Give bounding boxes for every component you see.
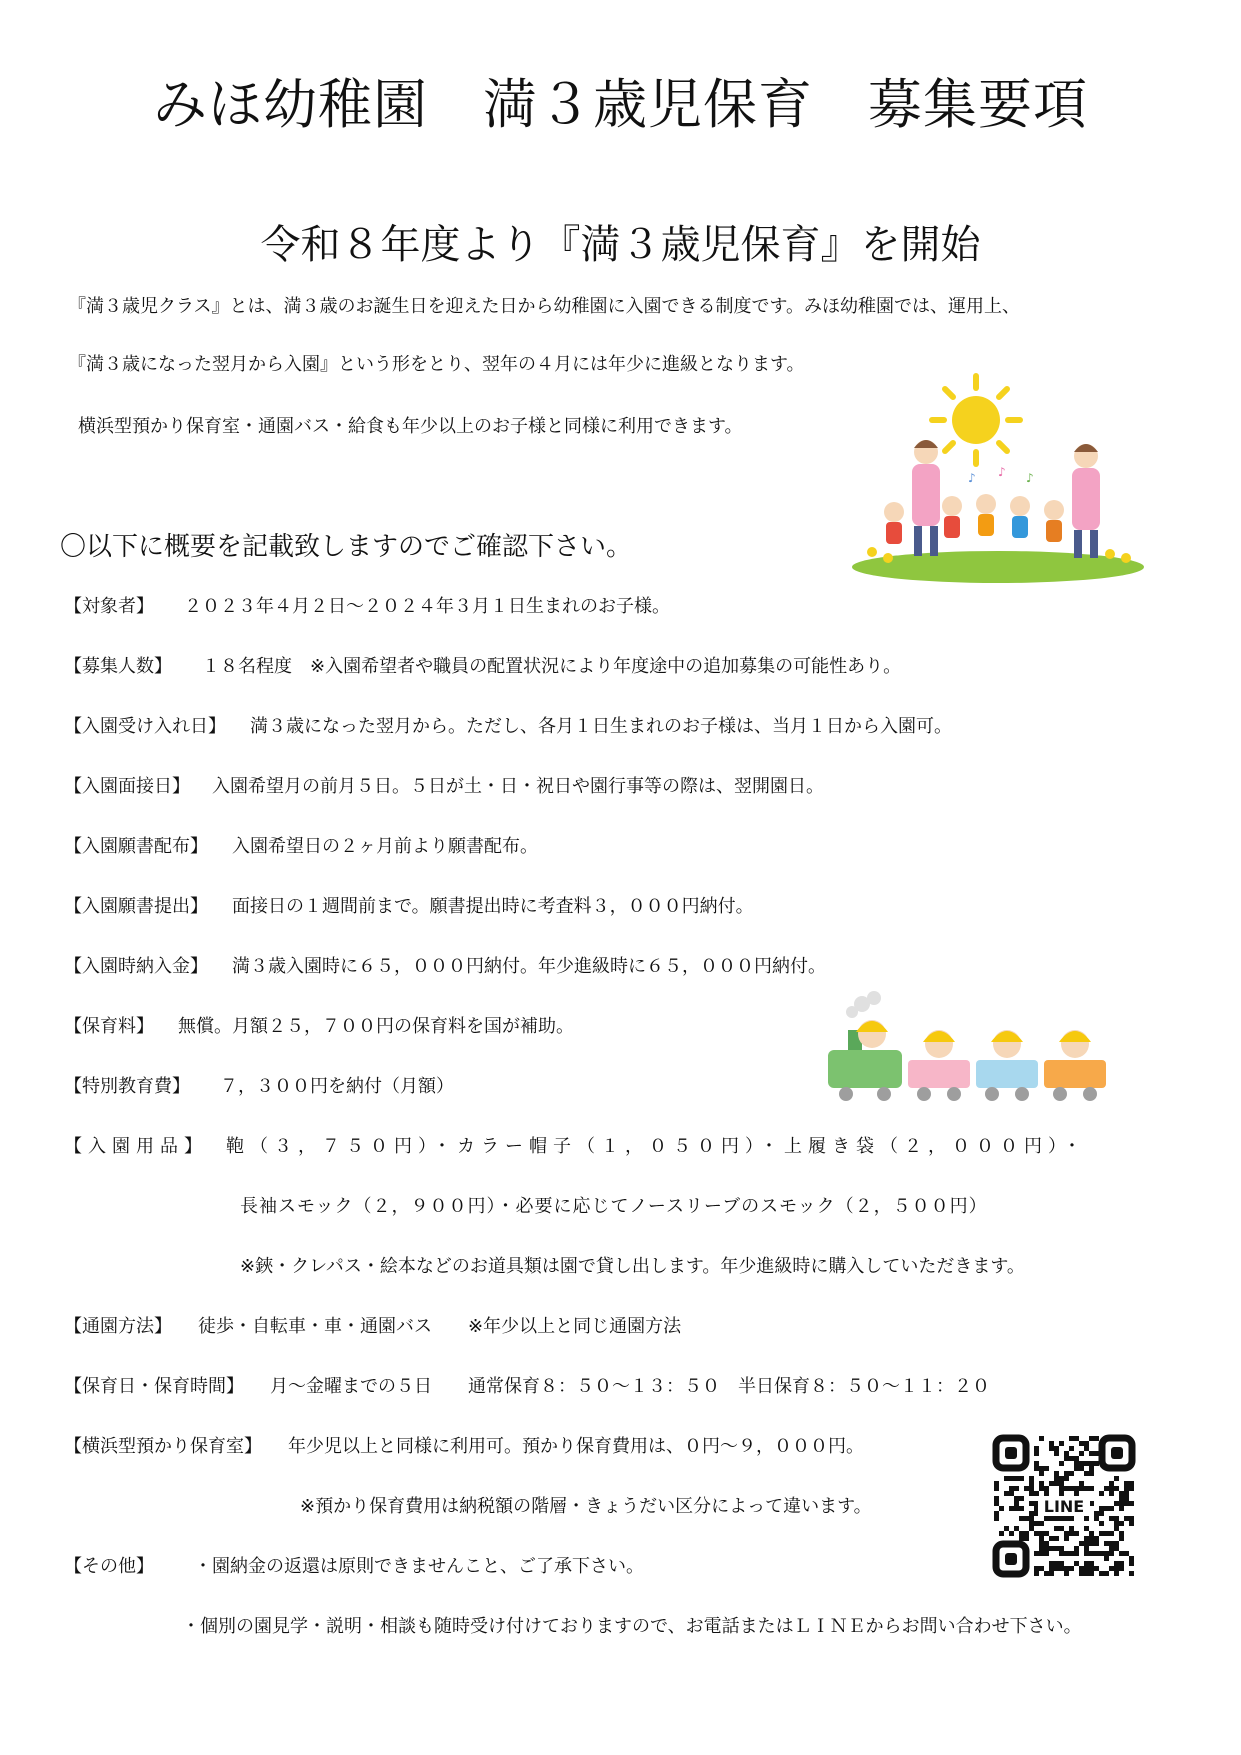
intro-line: 『満３歳児クラス』とは、満３歳のお誕生日を迎えた日から幼稚園に入園できる制度です。みほ幼稚園では、運用上、 [68, 296, 1021, 317]
row-label: 【特別教育費】 [64, 1076, 190, 1097]
row-label: 【対象者】 [64, 596, 154, 617]
row-other [64, 1552, 644, 1578]
row-value: 入園希望日の２ヶ月前より願書配布。 [232, 836, 538, 857]
row-application-distribution [64, 832, 538, 858]
row-interview-day [64, 772, 824, 798]
sun-icon [932, 376, 1020, 464]
row-value: 満３歳入園時に６５，０００円納付。年少進級時に６５，０００円納付。 [232, 956, 826, 977]
page-title: みほ幼稚園 満３歳児保育 募集要項 [153, 73, 1088, 136]
row-entry-day [64, 712, 952, 738]
section-heading: 〇以下に概要を記載致しますのでご確認下さい。 [60, 532, 633, 562]
row-value: 徒歩・自転車・車・通園バス ※年少以上と同じ通園方法 [198, 1316, 682, 1337]
row-label: 【入園用品】 [64, 1136, 208, 1157]
page-subtitle: 令和８年度より『満３歳児保育』を開始 [260, 222, 981, 268]
row-schedule [64, 1372, 990, 1398]
row-label: 【入園時納入金】 [64, 956, 208, 977]
svg-text:♪: ♪ [1026, 471, 1034, 485]
row-target [64, 592, 670, 618]
care-note: ※預かり保育費用は納税額の階層・きょうだい区分によって違います。 [300, 1496, 872, 1517]
row-value: 面接日の１週間前まで。願書提出時に考査料３，０００円納付。 [232, 896, 754, 917]
row-label: 【横浜型預かり保育室】 [64, 1436, 262, 1457]
row-value: 入園希望月の前月５日。５日が土・日・祝日や園行事等の際は、翌開園日。 [212, 776, 824, 797]
row-label: 【入園面接日】 [64, 776, 190, 797]
row-extended-care [64, 1432, 864, 1458]
row-tuition [64, 1012, 574, 1038]
supplies-line-2: 長袖スモック（２，９００円）・必要に応じてノースリーブのスモック（２，５００円） [240, 1196, 988, 1217]
row-value: 年少児以上と同様に利用可。預かり保育費用は、０円～９，０００円。 [288, 1436, 864, 1457]
row-capacity [64, 652, 901, 678]
row-supplies [64, 1132, 1087, 1158]
row-value: ・園納金の返還は原則できませんこと、ご了承下さい。 [194, 1556, 644, 1577]
steam-icon [846, 991, 881, 1018]
row-application-submission [64, 892, 754, 918]
row-label: 【保育日・保育時間】 [64, 1376, 244, 1397]
svg-text:♪: ♪ [968, 471, 976, 485]
row-value: ７，３００円を納付（月額） [220, 1076, 454, 1097]
row-special-fee [64, 1072, 454, 1098]
row-label: 【通園方法】 [64, 1316, 172, 1337]
qr-label: LINE [1043, 1497, 1085, 1516]
children-train-illustration [822, 990, 1122, 1110]
row-label: 【その他】 [64, 1556, 154, 1577]
row-value: 鞄（３，７５０円）・カラー帽子（１，０５０円）・上履き袋（２，０００円）・ [226, 1136, 1087, 1157]
intro-line: 『満３歳になった翌月から入園』という形をとり、翌年の４月には年少に進級となります。 [68, 354, 805, 375]
row-commute [64, 1312, 681, 1338]
intro-line: 横浜型預かり保育室・通園バス・給食も年少以上のお子様と同様に利用できます。 [78, 416, 743, 437]
row-value: 無償。月額２５，７００円の保育料を国が補助。 [178, 1016, 574, 1037]
row-value: ２０２３年４月２日～２０２４年３月１日生まれのお子様。 [184, 596, 670, 617]
row-label: 【保育料】 [64, 1016, 154, 1037]
other-line-2: ・個別の園見学・説明・相談も随時受け付けておりますので、お電話またはＬＩＮＥからお問い合わせ下さい。 [182, 1616, 1082, 1637]
row-value: １８名程度 ※入園希望者や職員の配置状況により年度途中の追加募集の可能性あり。 [202, 656, 902, 677]
line-qr-code [990, 1432, 1138, 1580]
row-value: 月～金曜までの５日 通常保育８：５０～１３：５０ 半日保育８：５０～１１：２０ [270, 1376, 990, 1397]
row-label: 【募集人数】 [64, 656, 172, 677]
svg-text:♪: ♪ [998, 465, 1006, 479]
row-label: 【入園願書配布】 [64, 836, 208, 857]
teachers-and-children-with-sun-illustration [848, 372, 1148, 584]
row-label: 【入園受け入れ日】 [64, 716, 226, 737]
row-entry-payment [64, 952, 826, 978]
row-label: 【入園願書提出】 [64, 896, 208, 917]
row-value: 満３歳になった翌月から。ただし、各月１日生まれのお子様は、当月１日から入園可。 [250, 716, 952, 737]
supplies-note: ※鋏・クレパス・絵本などのお道具類は園で貸し出します。年少進級時に購入していただきます。 [240, 1256, 1025, 1277]
